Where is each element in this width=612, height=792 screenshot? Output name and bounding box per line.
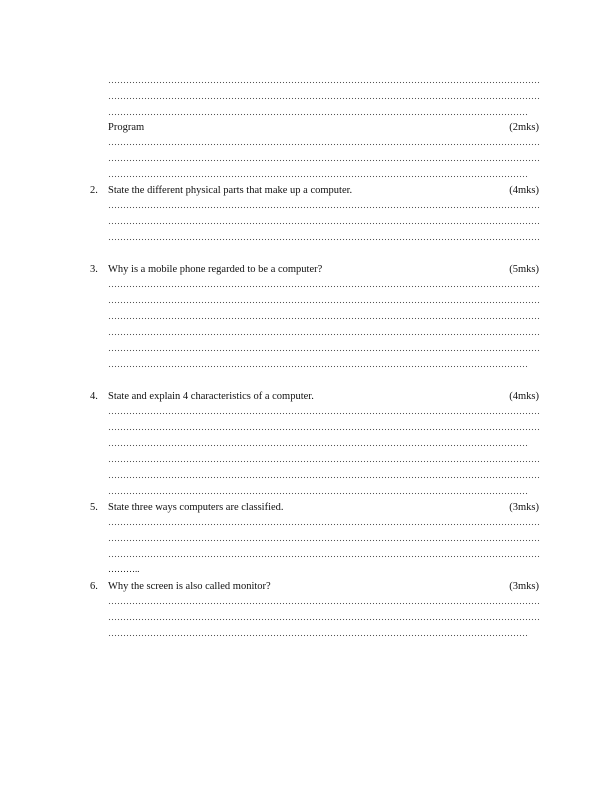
marks-label: (2mks) <box>509 122 539 133</box>
question-text: Why the screen is also called monitor? <box>108 581 271 592</box>
answer-line[interactable] <box>108 476 540 479</box>
answer-line[interactable] <box>108 113 528 116</box>
answer-line[interactable] <box>108 492 528 495</box>
answer-line[interactable] <box>108 333 540 336</box>
answer-line[interactable] <box>108 444 528 447</box>
marks-label: (4mks) <box>509 391 539 402</box>
question-number: 3. <box>90 264 98 275</box>
question-number: 4. <box>90 391 98 402</box>
short-answer-fill: ……….. <box>108 564 140 574</box>
question-text: State the different physical parts that make up a computer. <box>108 185 353 196</box>
answer-line[interactable] <box>108 602 540 605</box>
answer-line[interactable] <box>108 539 540 542</box>
question-text: State three ways computers are classified. <box>108 502 284 513</box>
marks-label: (4mks) <box>509 185 539 196</box>
answer-line[interactable] <box>108 618 540 621</box>
question-text: Why is a mobile phone regarded to be a computer? <box>108 264 323 275</box>
answer-line[interactable] <box>108 301 540 304</box>
answer-line[interactable] <box>108 317 540 320</box>
marks-label: (5mks) <box>509 264 539 275</box>
answer-line[interactable] <box>108 97 540 100</box>
answer-line[interactable] <box>108 412 540 415</box>
answer-line[interactable] <box>108 555 540 558</box>
answer-line[interactable] <box>108 460 540 463</box>
question-number: 2. <box>90 185 98 196</box>
marks-label: (3mks) <box>509 502 539 513</box>
answer-line[interactable] <box>108 634 528 637</box>
program-label: Program <box>108 122 145 133</box>
answer-line[interactable] <box>108 349 540 352</box>
answer-line[interactable] <box>108 285 540 288</box>
question-number: 5. <box>90 502 98 513</box>
answer-line[interactable] <box>108 222 540 225</box>
answer-line[interactable] <box>108 159 540 162</box>
answer-line[interactable] <box>108 81 540 84</box>
answer-line[interactable] <box>108 206 540 209</box>
answer-line[interactable] <box>108 143 540 146</box>
answer-line[interactable] <box>108 428 540 431</box>
answer-line[interactable] <box>108 365 528 368</box>
question-text: State and explain 4 characteristics of a computer. <box>108 391 314 402</box>
marks-label: (3mks) <box>509 581 539 592</box>
answer-line[interactable] <box>108 523 540 526</box>
answer-line[interactable] <box>108 238 540 241</box>
answer-line[interactable] <box>108 175 528 178</box>
question-number: 6. <box>90 581 98 592</box>
